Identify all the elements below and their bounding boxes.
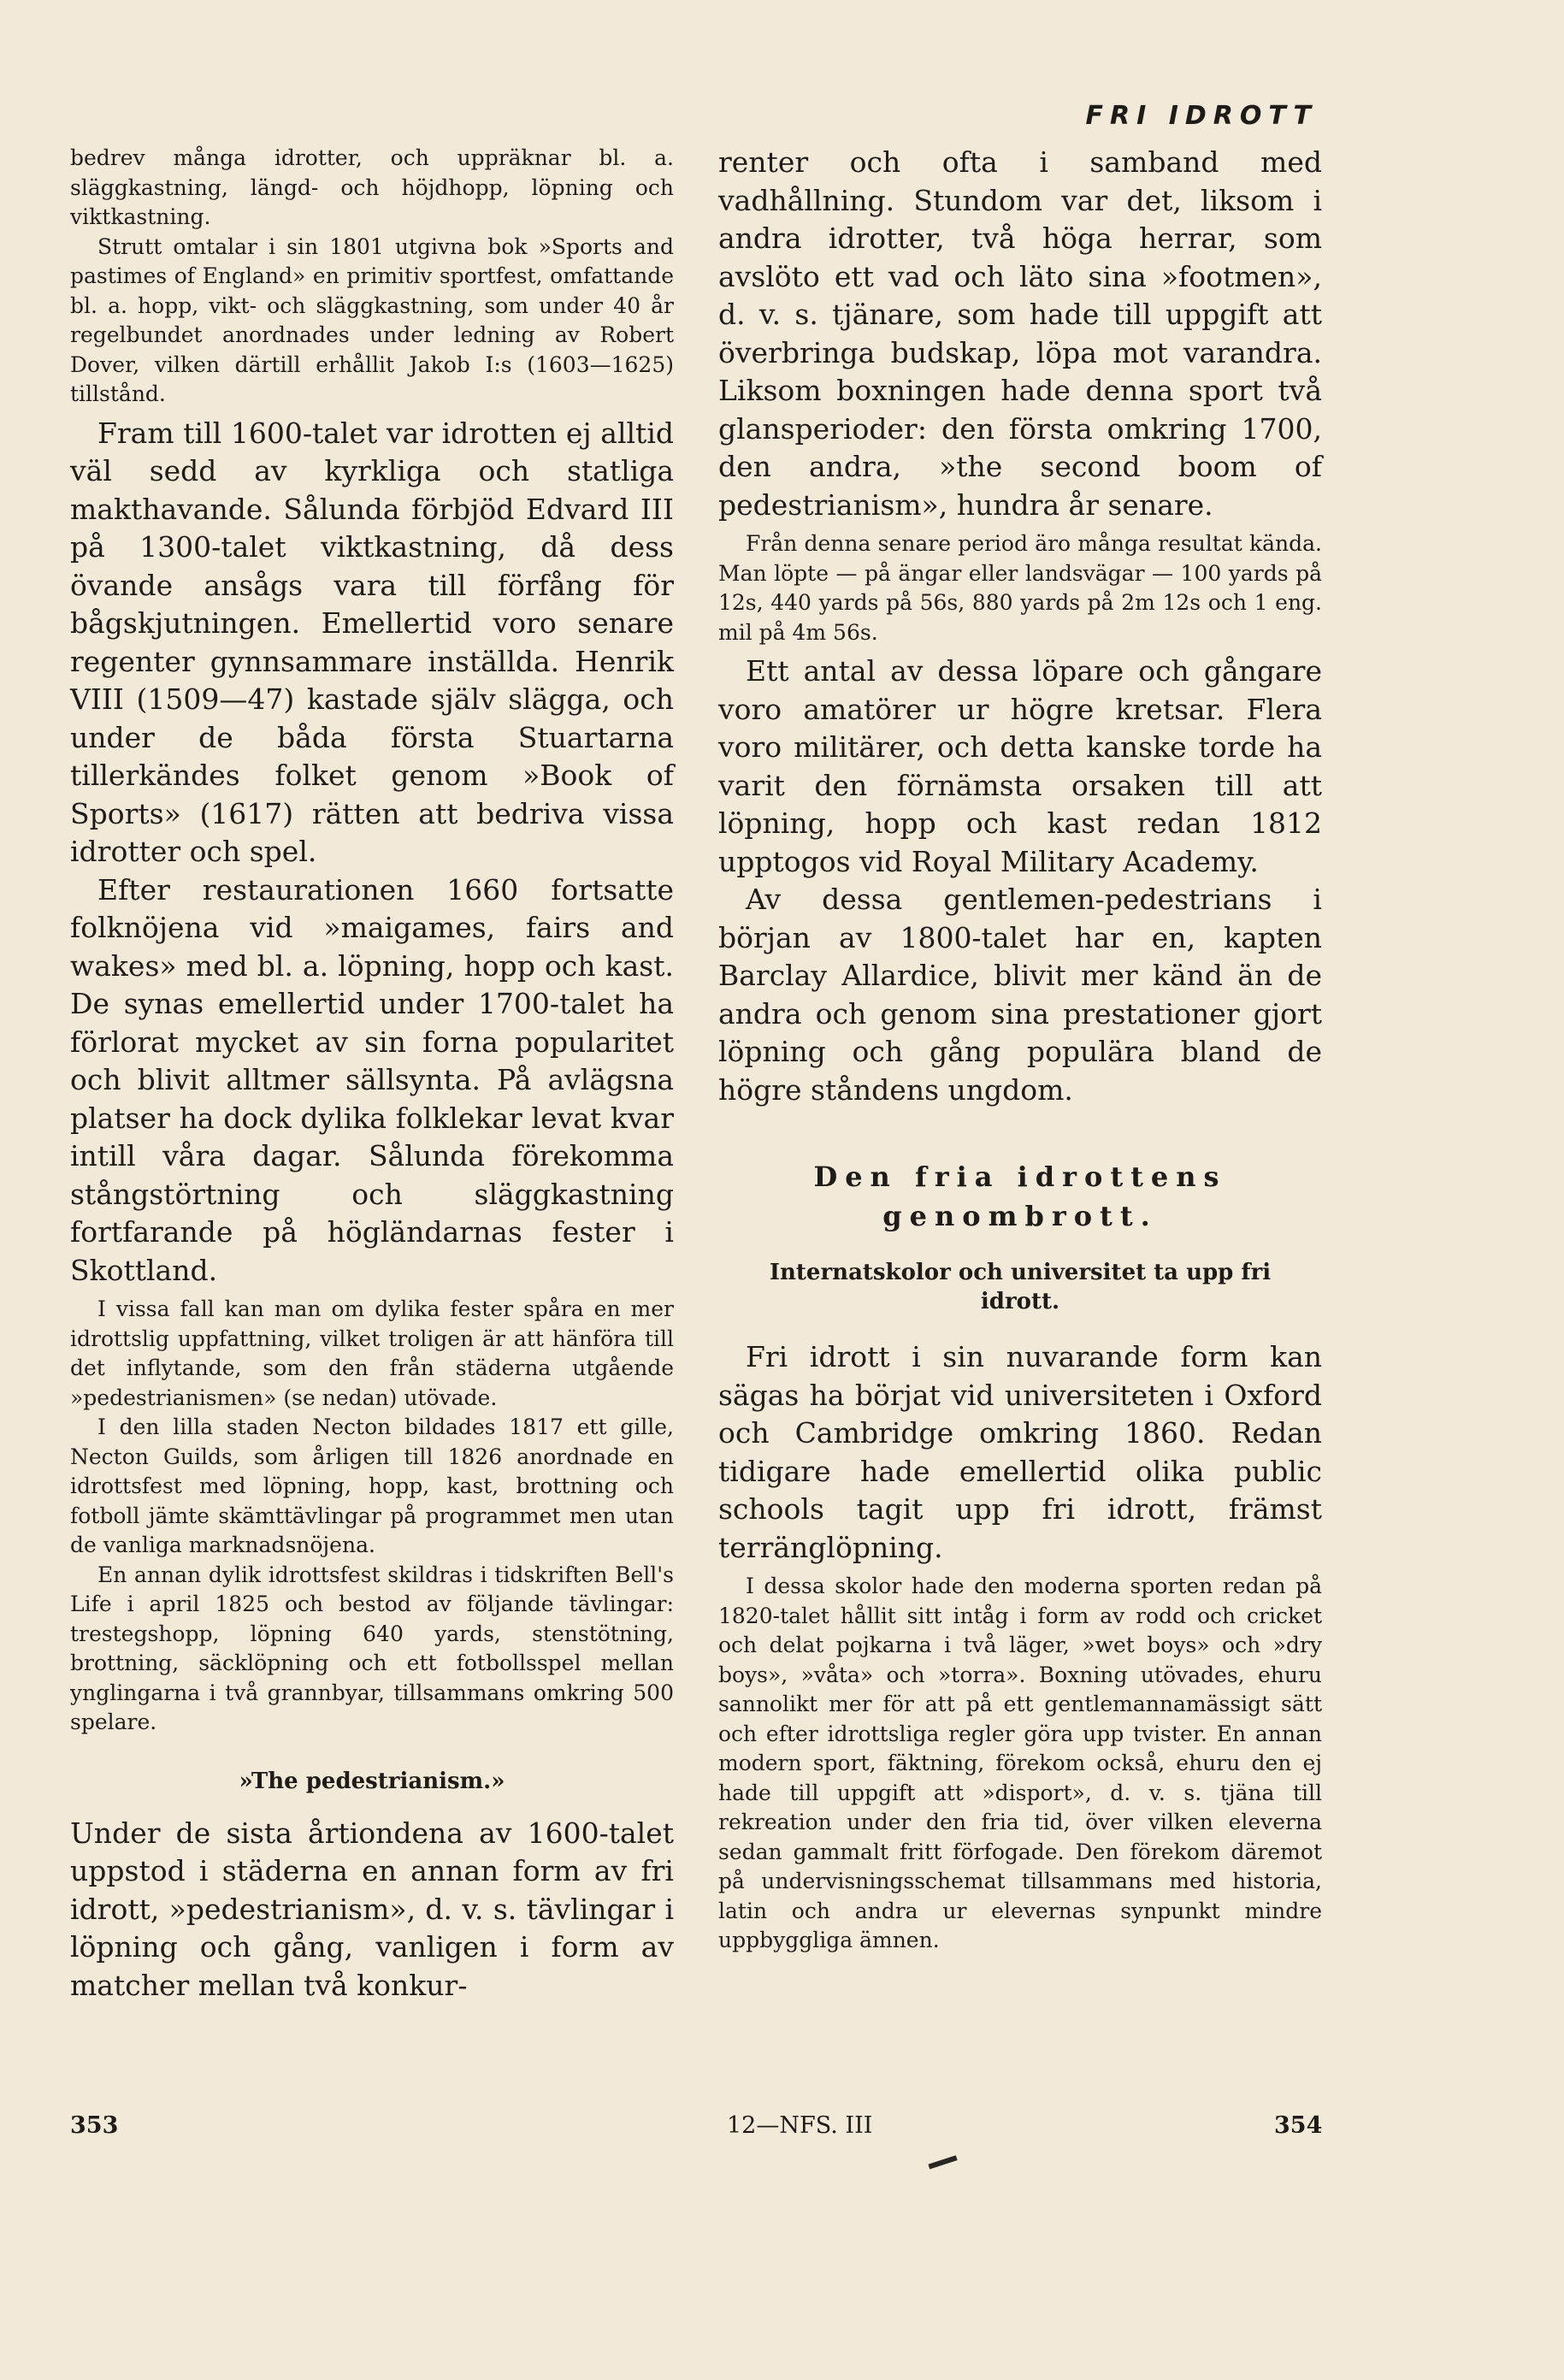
paragraph: En annan dylik idrottsfest skildras i tidskriften Bell's Life i april 1825 och bestod av följande tävlingar: trestegshopp, löpning 640 yards, stenstötning, brottning, säcklöpning och ett fotbollsspel mellan ynglingarna i två grannbyar, tillsammans omkring 500 spelare.: [70, 1562, 674, 1734]
paragraph: Fram till 1600-talet var idrotten ej alltid väl sedd av kyrkliga och statliga makthavande. Sålunda förbjöd Edvard III på 1300-talet viktkastning, då dess övande ansågs vara till förfång för bågskjutningen. Emellertid voro senare regenter gynnsammare inställda. Henrik VIII (1509—47) kastade själv slägga, och under de båda första Stuartarna tillerkändes folket genom »Book of Sports» (1617) rätten att bedriva vissa idrotter och spel.: [70, 416, 674, 868]
paragraph: Från denna senare period äro många resultat kända. Man löpte — på ängar eller landsvägar — 100 yards på 12s, 440 yards på 56s, 880 yards på 2m 12s och 1 eng. mil på 4m 56s.: [718, 531, 1322, 645]
paragraph: I dessa skolor hade den moderna sporten redan på 1820-talet hållit sitt intåg i form av rodd och cricket och delat pojkarna i två läger, »wet boys» och »dry boys», »våta» och »torra». Boxning utövades, ehuru sannolikt mer för att på ett gentlemannamässigt sätt och efter idrottsliga regler göra upp tvister. En annan modern sport, fäktning, förekom också, ehuru den ej hade till uppgift att »disport», d. v. s. tjäna till rekreation under den fria tid, över vilken eleverna sedan gammalt fritt förfogade. Den förekom däremot på undervisningsschemat tillsammans med historia, latin och andra ur elevernas synpunkt mindre uppbyggliga ämnen.: [718, 1574, 1322, 1952]
paragraph: Efter restaurationen 1660 fortsatte folknöjena vid »maigames, fairs and wakes» med bl. a. löpning, hopp och kast. De synas emellertid under 1700-talet ha förlorat mycket av sin forna popularitet och blivit alltmer sällsynta. På avlägsna platser ha dock dylika folklekar levat kvar intill våra dagar. Sålunda förekomma stångstörtning och släggkastning fortfarande på högländarnas fester i Skottland.: [70, 872, 674, 1287]
section-title: Den fria idrottens genombrott.: [813, 1160, 1227, 1232]
paragraph: I vissa fall kan man om dylika fester spåra en mer idrottslig uppfattning, vilket troligen är att hänföra till det inflytande, som den från städerna utgående »pedestrianismen» (se nedan) utövade.: [70, 1296, 674, 1410]
right-column: [718, 144, 1322, 1956]
printer-signature: 12—NFS. III: [727, 2112, 873, 2139]
subheading: »The pedestrianism.»: [239, 1768, 505, 1794]
paragraph: Strutt omtalar i sin 1801 utgivna bok »Sports and pastimes of England» en primitiv sportfest, omfattande bl. a. hopp, vikt- och släggkastning, som under 40 år regelbundet anordnades under ledning av Robert Dover, vilken därtill erhållit Jakob I:s (1603—1625) tillstånd.: [70, 233, 674, 406]
paragraph: Ett antal av dessa löpare och gångare voro amatörer ur högre kretsar. Flera voro militärer, och detta kanske torde ha varit den förnämsta orsaken till att löpning, hopp och kast redan 1812 upptogos vid Royal Military Academy.: [718, 654, 1322, 878]
section-subtitle: Internatskolor och universitet ta upp fri idrott.: [769, 1260, 1272, 1314]
page-number-left: 353: [70, 2112, 119, 2139]
paragraph: renter och ofta i samband med vadhållning. Stundom var det, liksom i andra idrotter, två höga herrar, som avslöto ett vad och läto sina »footmen», d. v. s. tjänare, som hade till uppgift att överbringa budskap, löpa mot varandra. Liksom boxningen hade denna sport två glansperioder: den första omkring 1700, den andra, »the second boom of pedestrianism», hundra år senare.: [718, 145, 1322, 522]
page-number-right: 354: [1274, 2112, 1323, 2139]
ink-mark: [928, 2155, 961, 2182]
paragraph: Av dessa gentlemen-pedestrians i början av 1800-talet har en, kapten Barclay Allardice, blivit mer känd än de andra och genom sina prestationer gjort löpning och gång populära bland de högre ståndens ungdom.: [718, 883, 1322, 1107]
paragraph: Under de sista årtiondena av 1600-talet uppstod i städerna en annan form av fri idrott, »pedestrianism», d. v. s. tävlingar i löpning och gång, vanligen i form av matcher mellan två konkur-: [70, 1816, 674, 2002]
paragraph: Fri idrott i sin nuvarande form kan sägas ha börjat vid universiteten i Oxford och Cambridge omkring 1860. Redan tidigare hade emellertid olika public schools tagit upp fri idrott, främst terränglöpning.: [718, 1340, 1322, 1564]
running-head: FRI IDROTT: [1085, 101, 1318, 131]
left-column: [70, 144, 674, 2005]
paragraph: bedrev många idrotter, och uppräknar bl. a. släggkastning, längd- och höjdhopp, löpning och viktkastning.: [70, 145, 674, 229]
paragraph: I den lilla staden Necton bildades 1817 ett gille, Necton Guilds, som årligen till 1826 anordnade en idrottsfest med löpning, hopp, kast, brottning och fotboll jämte skämttävlingar på programmet men utan de vanliga marknadsnöjena.: [70, 1414, 674, 1557]
